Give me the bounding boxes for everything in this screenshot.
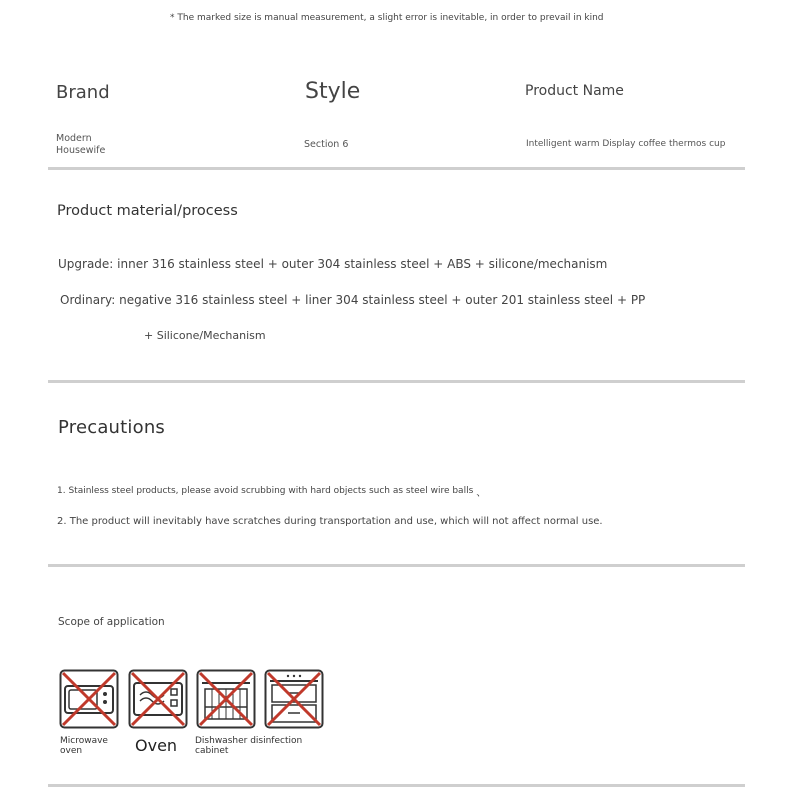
brand-value-line1: Modern	[56, 133, 92, 144]
material-ordinary-cont: + Silicone/Mechanism	[144, 329, 266, 342]
precautions-title: Precautions	[58, 417, 166, 438]
microwave-label	[60, 736, 108, 756]
divider	[48, 784, 745, 787]
oven-label: Oven	[135, 736, 178, 755]
precaution-item-1	[57, 481, 487, 499]
product-name-value: Intelligent warm Display coffee thermos cup	[526, 139, 726, 149]
scope-title: Scope of application	[58, 616, 165, 628]
precaution-item-2: 2. The product will inevitably have scratches during transportation and use, which will not affect normal use.	[57, 516, 603, 527]
oven-icon	[128, 669, 188, 729]
material-title: Product material/process	[57, 203, 238, 219]
precaution-item-1-mark: 、	[476, 488, 487, 499]
brand-value-line2: Housewife	[56, 145, 106, 156]
brand-label: Brand	[56, 82, 110, 103]
disinfection-cabinet-icon	[264, 669, 324, 729]
divider	[48, 380, 745, 383]
divider	[48, 167, 745, 170]
dishwasher-label-line2: cabinet	[195, 746, 229, 756]
dishwasher-label	[195, 736, 302, 756]
microwave-label-line2: oven	[60, 746, 83, 756]
measurement-note: * The marked size is manual measurement, a slight error is inevitable, in order to prevail in kind	[170, 13, 604, 23]
divider	[48, 564, 745, 567]
dishwasher-label-line1: Dishwasher disinfection	[195, 736, 303, 746]
material-ordinary: Ordinary: negative 316 stainless steel + liner 304 stainless steel + outer 201 stainless steel + PP	[60, 293, 646, 307]
microwave-oven-icon	[59, 669, 119, 729]
dishwasher-icon	[196, 669, 256, 729]
style-label: Style	[305, 79, 361, 104]
style-value: Section 6	[304, 139, 349, 150]
material-upgrade: Upgrade: inner 316 stainless steel + outer 304 stainless steel + ABS + silicone/mechanism	[58, 257, 608, 271]
precaution-item-1-text: 1. Stainless steel products, please avoid scrubbing with hard objects such as steel wire balls	[57, 486, 474, 496]
microwave-label-line1: Microwave	[60, 736, 108, 746]
product-name-label: Product Name	[525, 83, 624, 99]
